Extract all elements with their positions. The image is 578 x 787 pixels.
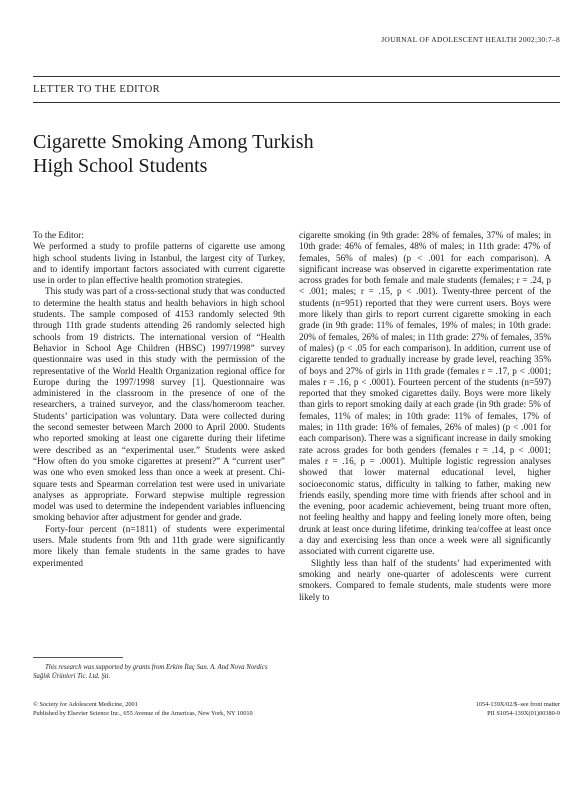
paragraph: cigarette smoking (in 9th grade: 28% of females, 37% of males; in 10th grade: 46% of females, 48% of males; in 11th grade: 47% of females, 56% of males) (p < .001 for each comparison). A significant increase was observed in cigarette experimentation rate across grades for both female and male students (females; r = .24, p < .001; males; r = .15, p < .001). Twenty-three percent of the students (n=951) reported that they were current users. Boys were more likely than girls to report current cigarette smoking in each grade (in 9th grade: 11% of females, 19% of males; in 10th grade: 20% of females, 26% of males; in 11th grade: 27% of females, 35% of males) (p < .05 for each comparison). In addition, current use of cigarette tended to gradually increase by grade level, reaching 35% of boys and 27% of girls in 11th grade (females r = .17, p < .0001; males r = .16, p < .0001). Fourteen percent of the students (n=597) reported that they smoked cigarettes daily. Boys were more likely than girls to report smoking daily at each grade (in 9th grade: 5% of females, 11% of males; in 10th grade: 11% of females, 17% of males; in 11th grade: 16% of females, 26% of males) (p < .001 for each comparison). There was a significant increase in daily smoking rate across grades for both genders (females r = .14, p < .0001; males r = .16, p = .0001). Multiple logistic regression analyses showed that lower maternal educational level, higher socioeconomic status, difficulty in talking to father, making new friends easily, spending more time with friends after school and in the evening, poor academic achievement, being truant more often, not feeling healthy and happy and feeling lonely more often, being drunk at least once during lifetime, drinking tea/coffee at least once a day and exercising less than once a week were all significantly associated with current cigarette use. — [299, 230, 551, 557]
left-column — [33, 230, 285, 569]
section-rule — [33, 102, 560, 103]
issn-line: 1054-139X/02/$–see front matter — [475, 701, 560, 708]
footnote: This research was supported by grants from Erkim İlaç San. A. And Nova Nordics Sağlık Ürünleri Tic. Ltd. Şti. — [33, 664, 268, 680]
article-title — [33, 130, 453, 178]
paragraph: This study was part of a cross-sectional study that was conducted to determine the health status and health behaviors in high school students. The sample composed of 4153 randomly selected 9th through 11th grade students attending 26 randomly selected high schools from 19 districts. The international version of “Health Behavior in School Age Children (HBSC) 1997/1998” survey questionnaire was used in this study with the permission of the representative of the World Health Organization regional office for Europe during the 1997/1998 survey [1]. Questionnaire was administered in the classroom in the presence of one of the researchers, a trained surveyor, and the class/homeroom teacher. Students’ participation was voluntary. Data were collected during the second semester between March 2000 to April 2000. Students who reported smoking at least one cigarette during their lifetime were described as an “experimental user.” Students were asked “How often do you smoke cigarettes at present?” A “current user” was one who even smoked less than once a week at present. Chi-square tests and Spearman correlation test were used in univariate analyses as appropriate. Forward stepwise multiple regression model was used to determine the independent variables influencing smoking behavior after adjustment for gender and grade. — [33, 286, 285, 523]
footer-copyright — [33, 700, 353, 718]
right-column — [299, 230, 551, 603]
paragraph: Forty-four percent (n=1811) of students were experimental users. Male students from 9th and 11th grade were significantly more likely than female students in the same grades to have experimented — [33, 523, 285, 568]
header-rule — [33, 76, 560, 77]
journal-header: JOURNAL OF ADOLESCENT HEALTH 2002;30:7–8 — [381, 35, 560, 44]
paragraph: Slightly less than half of the students’ had experimented with smoking and nearly one-quarter of adolescents were current smokers. Compared to female students, male students were more likely to — [299, 557, 551, 602]
footnote-rule — [33, 657, 123, 658]
salutation: To the Editor: — [33, 230, 84, 240]
title-line-1: Cigarette Smoking Among Turkish — [33, 131, 314, 153]
paragraph: We performed a study to profile patterns of cigarette use among high school students living in Istanbul, the largest city of Turkey, and to identify important factors associated with current cigarette use in order to plan effective health promotion strategies. — [33, 241, 285, 286]
title-line-2: High School Students — [33, 155, 208, 177]
publisher-line: Published by Elsevier Science Inc., 655 Avenue of the Americas, New York, NY 10010 — [33, 710, 253, 717]
pii-line: PII S1054-139X(01)00380-9 — [487, 710, 560, 717]
footer-identifiers — [360, 700, 560, 718]
section-label: LETTER TO THE EDITOR — [33, 84, 161, 95]
copyright-line: © Society for Adolescent Medicine, 2001 — [33, 701, 138, 708]
